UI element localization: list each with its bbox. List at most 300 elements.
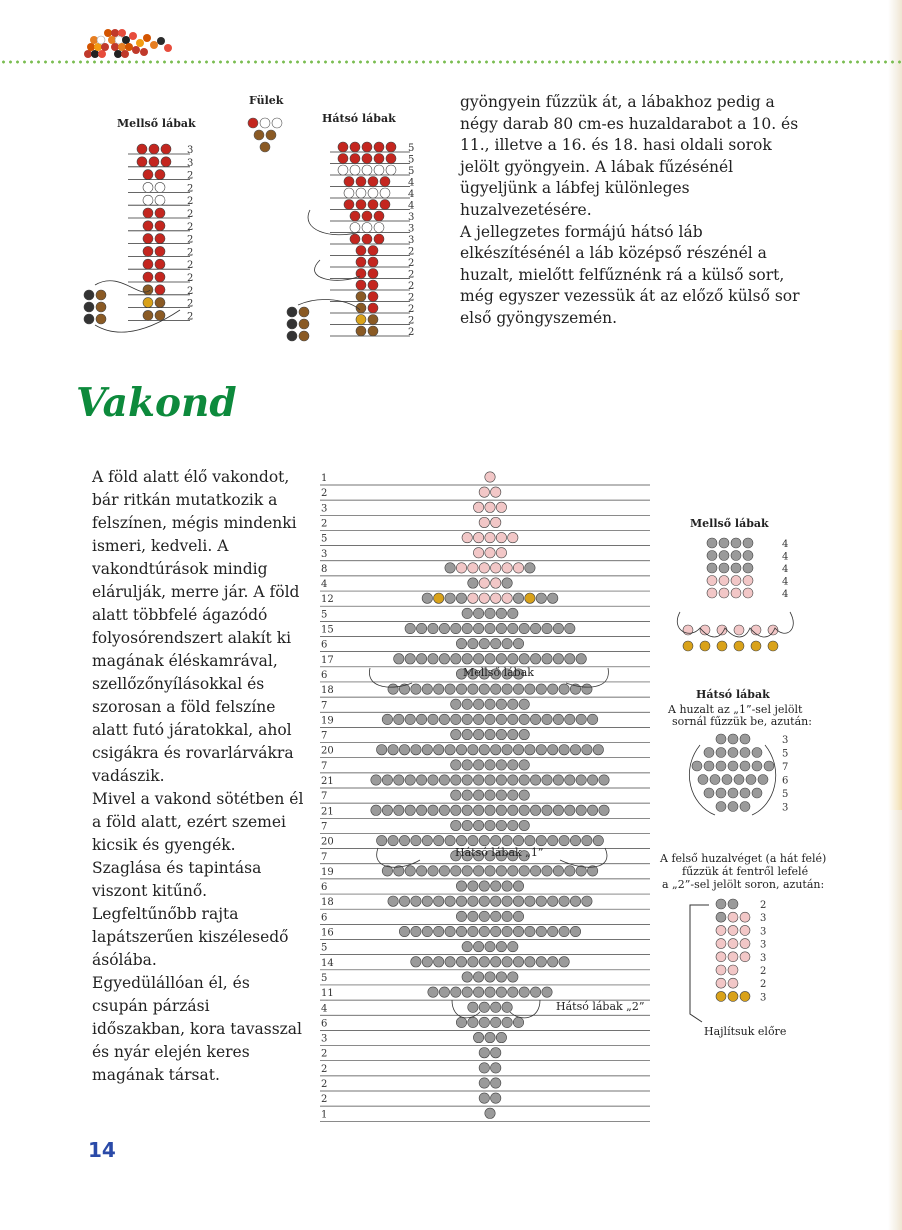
pattern-bead <box>485 472 495 482</box>
front-leg-bead <box>155 208 165 218</box>
pattern-row-number: 12 <box>321 594 334 606</box>
side-back-bead <box>716 761 726 771</box>
pattern-bead <box>462 760 472 770</box>
pattern-bead <box>548 957 558 967</box>
pattern-bead <box>502 593 512 603</box>
front-leg-bead <box>155 298 165 308</box>
side-front-bead <box>743 588 753 598</box>
pattern-bead <box>473 729 483 739</box>
pattern-bead <box>416 775 426 785</box>
side-back-bead <box>740 802 750 812</box>
front-leg-bead <box>143 310 153 320</box>
front-paw-bead <box>84 314 94 324</box>
side-back-bead <box>764 761 774 771</box>
pattern-bead <box>479 896 489 906</box>
back-leg-bead <box>356 188 366 198</box>
pattern-bead <box>508 941 518 951</box>
back-leg-bead <box>386 142 396 152</box>
pattern-bead <box>525 835 535 845</box>
back-leg-bead <box>368 315 378 325</box>
side-back2-bead <box>740 925 750 935</box>
pattern-bead <box>479 684 489 694</box>
page-number: 14 <box>88 1138 116 1162</box>
pattern-bead <box>394 714 404 724</box>
pattern-bead <box>416 866 426 876</box>
pattern-bead <box>513 881 523 891</box>
back-leg-bead <box>362 165 372 175</box>
front-leg-bead <box>155 285 165 295</box>
pattern-row-number: 5 <box>321 972 328 984</box>
pattern-bead <box>479 1063 489 1073</box>
side-back-bead <box>758 775 768 785</box>
pattern-bead <box>434 926 444 936</box>
back-leg-row-count: 2 <box>408 246 415 258</box>
pattern-bead <box>491 1017 501 1027</box>
pattern-bead <box>508 820 518 830</box>
side-back-bead <box>698 775 708 785</box>
pattern-bead <box>422 835 432 845</box>
back-leg-row-count: 2 <box>408 269 415 281</box>
front-leg-row-count: 2 <box>187 247 194 259</box>
pattern-bead <box>473 941 483 951</box>
pattern-bead <box>508 623 518 633</box>
pattern-bead <box>411 684 421 694</box>
pattern-bead <box>508 608 518 618</box>
pattern-bead <box>462 608 472 618</box>
side-back2-bead <box>716 899 726 909</box>
pattern-bead <box>456 684 466 694</box>
side-front-bead <box>734 625 744 635</box>
pattern-bead <box>485 1108 495 1118</box>
pattern-bead <box>382 805 392 815</box>
back-leg-bead <box>350 234 360 244</box>
side-back-bead <box>704 748 714 758</box>
pattern-bead <box>462 532 472 542</box>
pattern-bead <box>394 775 404 785</box>
front-leg-bead <box>155 195 165 205</box>
side-front-row-count: 4 <box>782 564 789 575</box>
pattern-bead <box>468 881 478 891</box>
pattern-bead <box>570 745 580 755</box>
side-back2-note-3: a „2”-sel jelölt soron, azután: <box>662 878 825 891</box>
pattern-row-number: 17 <box>321 654 334 666</box>
pattern-bead <box>496 729 506 739</box>
pattern-bead <box>451 866 461 876</box>
back-leg-bead <box>362 223 372 233</box>
pattern-bead <box>479 517 489 527</box>
pattern-bead <box>399 926 409 936</box>
pattern-bead <box>405 654 415 664</box>
back-leg-bead <box>350 142 360 152</box>
pattern-bead <box>587 714 597 724</box>
pattern-row-number: 4 <box>321 1003 328 1015</box>
pattern-bead <box>479 1078 489 1088</box>
pattern-bead <box>451 760 461 770</box>
back-leg-bead <box>356 292 366 302</box>
pattern-bead <box>428 987 438 997</box>
pattern-bead <box>542 654 552 664</box>
front-paw-bead <box>96 302 106 312</box>
back-leg-bead <box>374 154 384 164</box>
pattern-bead <box>468 563 478 573</box>
pattern-row-number: 7 <box>321 851 328 863</box>
back-leg-bead <box>380 200 390 210</box>
pattern-bead <box>519 714 529 724</box>
pattern-bead <box>491 926 501 936</box>
side-back2-bead <box>728 912 738 922</box>
front-leg-bead <box>155 246 165 256</box>
pattern-bead <box>553 714 563 724</box>
pattern-bead <box>399 896 409 906</box>
pattern-bead <box>462 987 472 997</box>
pattern-bead <box>479 593 489 603</box>
pattern-bead <box>508 654 518 664</box>
pattern-bead <box>382 775 392 785</box>
pattern-bead <box>502 835 512 845</box>
pattern-bead <box>462 790 472 800</box>
pattern-bead <box>553 654 563 664</box>
back-leg-bead <box>362 154 372 164</box>
back-leg-row-count: 3 <box>408 212 415 223</box>
side-back-bead <box>728 734 738 744</box>
pattern-bead <box>479 926 489 936</box>
pattern-row-number: 18 <box>321 685 334 697</box>
pattern-bead <box>428 623 438 633</box>
pattern-bead <box>473 760 483 770</box>
pattern-row-number: 7 <box>321 760 328 772</box>
back-paw-bead <box>299 331 309 341</box>
pattern-bead <box>479 487 489 497</box>
side-back-bead <box>752 788 762 798</box>
back-leg-bead <box>344 200 354 210</box>
front-leg-bead <box>161 157 171 167</box>
pattern-bead <box>582 896 592 906</box>
pattern-bead <box>479 638 489 648</box>
pattern-bead <box>428 775 438 785</box>
pattern-bead <box>416 714 426 724</box>
pattern-row-number: 2 <box>321 518 328 530</box>
side-back-row-count: 3 <box>782 735 789 746</box>
side-front-bead <box>743 563 753 573</box>
label-back-legs-2: Hátsó lábak „2” <box>556 1000 645 1013</box>
front-leg-bead <box>161 144 171 154</box>
front-leg-bead <box>149 144 159 154</box>
pattern-bead <box>439 775 449 785</box>
pattern-bead <box>559 957 569 967</box>
pattern-bead <box>582 745 592 755</box>
pattern-bead <box>479 911 489 921</box>
pattern-bead <box>456 745 466 755</box>
pattern-row-number: 19 <box>321 866 334 878</box>
pattern-bead <box>485 714 495 724</box>
front-leg-bead <box>155 310 165 320</box>
pattern-bead <box>491 835 501 845</box>
pattern-bead <box>548 745 558 755</box>
pattern-bead <box>434 896 444 906</box>
back-leg-bead <box>356 315 366 325</box>
back-leg-bead <box>368 188 378 198</box>
back-leg-bead <box>356 326 366 336</box>
side-back-bead <box>740 748 750 758</box>
pattern-row-number: 8 <box>321 563 328 575</box>
pattern-bead <box>439 866 449 876</box>
pattern-bead <box>525 593 535 603</box>
pattern-bead <box>485 548 495 558</box>
pattern-bead <box>451 805 461 815</box>
back-leg-bead <box>356 177 366 187</box>
pattern-bead <box>485 623 495 633</box>
back-legs-top-diagram <box>287 112 414 341</box>
pattern-bead <box>525 957 535 967</box>
pattern-bead <box>491 1048 501 1058</box>
pattern-bead <box>491 1093 501 1103</box>
pattern-bead <box>405 714 415 724</box>
front-leg-bead <box>137 144 147 154</box>
pattern-bead <box>399 745 409 755</box>
pattern-bead <box>422 926 432 936</box>
side-back-note-1: A huzalt az „1”-sel jelölt <box>668 703 803 716</box>
pattern-row-number: 6 <box>321 882 328 894</box>
side-back-bead <box>752 761 762 771</box>
body-paragraph-1: A föld alatt élő vakondot, bár ritkán mutatkozik a felszínen, mégis mindenki ismeri, kedveli. A vakondtúrások mindig elárulják, merre jár. A föld alatt többfelé ágazódó folyosórendszert alakít ki magának éléskamrával, szellőzőnyílásokkal és szorosan a föld felszíne alatt futó járatokkal, ahol csigákra és rovarlárvákra vadászik. <box>92 468 300 785</box>
pattern-bead <box>485 987 495 997</box>
pattern-bead <box>468 578 478 588</box>
pattern-bead <box>496 972 506 982</box>
pattern-bead <box>519 987 529 997</box>
pattern-bead <box>525 684 535 694</box>
pattern-bead <box>456 593 466 603</box>
pattern-bead <box>502 881 512 891</box>
pattern-bead <box>502 1002 512 1012</box>
pattern-bead <box>456 563 466 573</box>
side-back2-row-count: 2 <box>760 979 767 991</box>
pattern-bead <box>411 835 421 845</box>
side-back2-bead <box>716 912 726 922</box>
pattern-bead <box>508 714 518 724</box>
back-paw-bead <box>287 331 297 341</box>
back-leg-bead <box>362 142 372 152</box>
top-paragraph-1: gyöngyein fűzzük át, a lábakhoz pedig a négy darab 80 cm-es huzaldarabot a 10. és 11., illetve a 16. és 18. hasi oldali sorok jelölt gyöngyein. A lábak fűzésénél ügyeljünk a lábfej különleges huzalvezetésére. <box>460 93 799 219</box>
side-front-bead <box>743 538 753 548</box>
side-back-bead <box>728 761 738 771</box>
ears-title: Fülek <box>249 94 284 107</box>
side-front-bead <box>719 588 729 598</box>
pattern-bead <box>576 805 586 815</box>
front-paw-bead <box>84 290 94 300</box>
pattern-bead <box>548 684 558 694</box>
pattern-bead <box>411 745 421 755</box>
side-back-row-count: 5 <box>782 748 789 760</box>
side-back-bead <box>746 775 756 785</box>
front-leg-bead <box>143 195 153 205</box>
side-back-bead <box>740 734 750 744</box>
pattern-bead <box>513 926 523 936</box>
pattern-bead <box>559 926 569 936</box>
pattern-bead <box>411 896 421 906</box>
pattern-bead <box>377 745 387 755</box>
side-back2-bead <box>728 925 738 935</box>
pattern-bead <box>565 805 575 815</box>
pattern-bead <box>479 835 489 845</box>
back-paw-bead <box>299 319 309 329</box>
back-leg-bead <box>368 303 378 313</box>
pattern-row-number: 5 <box>321 609 328 621</box>
back-leg-bead <box>368 257 378 267</box>
pattern-bead <box>388 835 398 845</box>
pattern-bead <box>525 745 535 755</box>
body-paragraph-2: Mivel a vakond sötétben él a föld alatt, ezért szemei kicsik és gyengék. Szaglása és tapintása viszont kitűnő. Legfeltűnőbb rajta lapátszerűen kiszélesedő ásólába. <box>92 790 304 969</box>
pattern-bead <box>491 563 501 573</box>
front-leg-bead <box>143 272 153 282</box>
pattern-bead <box>405 805 415 815</box>
side-back2-bead <box>728 939 738 949</box>
pattern-bead <box>519 699 529 709</box>
back-leg-row-count: 4 <box>408 177 415 189</box>
pattern-bead <box>587 805 597 815</box>
pattern-row-number: 14 <box>321 957 334 969</box>
side-back2-bead <box>740 952 750 962</box>
side-back-bead <box>728 748 738 758</box>
pattern-bead <box>519 775 529 785</box>
side-back2-bead <box>728 965 738 975</box>
pattern-bead <box>451 775 461 785</box>
pattern-bead <box>456 957 466 967</box>
front-leg-bead <box>137 157 147 167</box>
front-leg-bead <box>155 234 165 244</box>
side-front-bead <box>731 538 741 548</box>
back-leg-bead <box>374 211 384 221</box>
front-leg-bead <box>143 234 153 244</box>
pattern-bead <box>428 866 438 876</box>
pattern-bead <box>468 926 478 936</box>
pattern-bead <box>382 714 392 724</box>
pattern-bead <box>428 654 438 664</box>
side-back2-row-count: 2 <box>760 966 767 977</box>
side-back-row-count: 5 <box>782 789 789 800</box>
pattern-bead <box>479 563 489 573</box>
pattern-bead <box>456 1017 466 1027</box>
pattern-bead <box>473 805 483 815</box>
pattern-bead <box>536 896 546 906</box>
pattern-bead <box>496 502 506 512</box>
pattern-bead <box>496 1032 506 1042</box>
pattern-bead <box>462 866 472 876</box>
pattern-bead <box>445 835 455 845</box>
pattern-bead <box>542 714 552 724</box>
pattern-bead <box>508 866 518 876</box>
pattern-bead <box>451 820 461 830</box>
back-leg-row-count: 2 <box>408 292 415 304</box>
pattern-bead <box>542 866 552 876</box>
pattern-bead <box>456 911 466 921</box>
pattern-bead <box>485 820 495 830</box>
pattern-bead <box>502 1017 512 1027</box>
pattern-bead <box>570 896 580 906</box>
front-leg-bead <box>143 182 153 192</box>
pattern-bead <box>508 790 518 800</box>
pattern-bead <box>513 745 523 755</box>
pattern-bead <box>513 835 523 845</box>
pattern-row-number: 5 <box>321 533 328 545</box>
side-back2-bead <box>716 991 726 1001</box>
pattern-bead <box>582 684 592 694</box>
side-front-bead <box>768 641 778 651</box>
pattern-bead <box>462 820 472 830</box>
pattern-bead <box>479 1093 489 1103</box>
side-back-bead <box>716 788 726 798</box>
body-paragraph-3: Egyedülállóan él, és csupán párzási időszakban, kora tavasszal és nyár elején keres magának társat. <box>92 974 303 1084</box>
pattern-bead <box>525 896 535 906</box>
back-leg-row-count: 2 <box>408 304 415 315</box>
front-leg-row-count: 2 <box>187 170 194 182</box>
pattern-bead <box>496 805 506 815</box>
side-back-note-2: sornál fűzzük be, azután: <box>672 715 812 728</box>
pattern-bead <box>548 593 558 603</box>
pattern-bead <box>485 502 495 512</box>
pattern-bead <box>468 684 478 694</box>
pattern-bead <box>565 866 575 876</box>
side-front-bead <box>707 588 717 598</box>
pattern-bead <box>399 835 409 845</box>
pattern-bead <box>473 654 483 664</box>
pattern-bead <box>456 926 466 936</box>
back-leg-row-count: 4 <box>408 189 415 200</box>
side-front-bead <box>707 538 717 548</box>
pattern-row-number: 6 <box>321 669 328 681</box>
back-leg-bead <box>368 177 378 187</box>
back-leg-bead <box>362 234 372 244</box>
pattern-bead <box>462 729 472 739</box>
back-leg-row-count: 2 <box>408 327 415 338</box>
pattern-bead <box>473 502 483 512</box>
pattern-bead <box>428 805 438 815</box>
pattern-bead <box>491 1063 501 1073</box>
side-front-bead <box>707 576 717 586</box>
pattern-bead <box>439 805 449 815</box>
side-back2-bead <box>740 939 750 949</box>
pattern-bead <box>513 896 523 906</box>
pattern-row-number: 7 <box>321 791 328 803</box>
pattern-bead <box>530 714 540 724</box>
pattern-bead <box>388 896 398 906</box>
pattern-row-number: 6 <box>321 1018 328 1030</box>
pattern-bead <box>473 1032 483 1042</box>
pattern-bead <box>496 699 506 709</box>
pattern-bead <box>491 957 501 967</box>
pattern-bead <box>513 1017 523 1027</box>
pattern-bead <box>508 729 518 739</box>
page-title: Vakond <box>76 380 237 426</box>
back-leg-bead <box>380 177 390 187</box>
pattern-bead <box>519 790 529 800</box>
side-back2-bead <box>728 978 738 988</box>
pattern-bead <box>513 957 523 967</box>
side-back-bead <box>740 761 750 771</box>
pattern-bead <box>513 593 523 603</box>
pattern-row-number: 2 <box>321 1079 328 1090</box>
side-front-bead <box>731 563 741 573</box>
side-back2-bead <box>716 939 726 949</box>
pattern-bead <box>451 699 461 709</box>
pattern-bead <box>513 684 523 694</box>
pattern-bead <box>422 896 432 906</box>
pattern-bead <box>462 699 472 709</box>
back-leg-bead <box>368 200 378 210</box>
pattern-row-number: 20 <box>321 745 334 757</box>
pattern-bead <box>371 775 381 785</box>
pattern-row-number: 1 <box>321 473 328 484</box>
pattern-bead <box>519 729 529 739</box>
